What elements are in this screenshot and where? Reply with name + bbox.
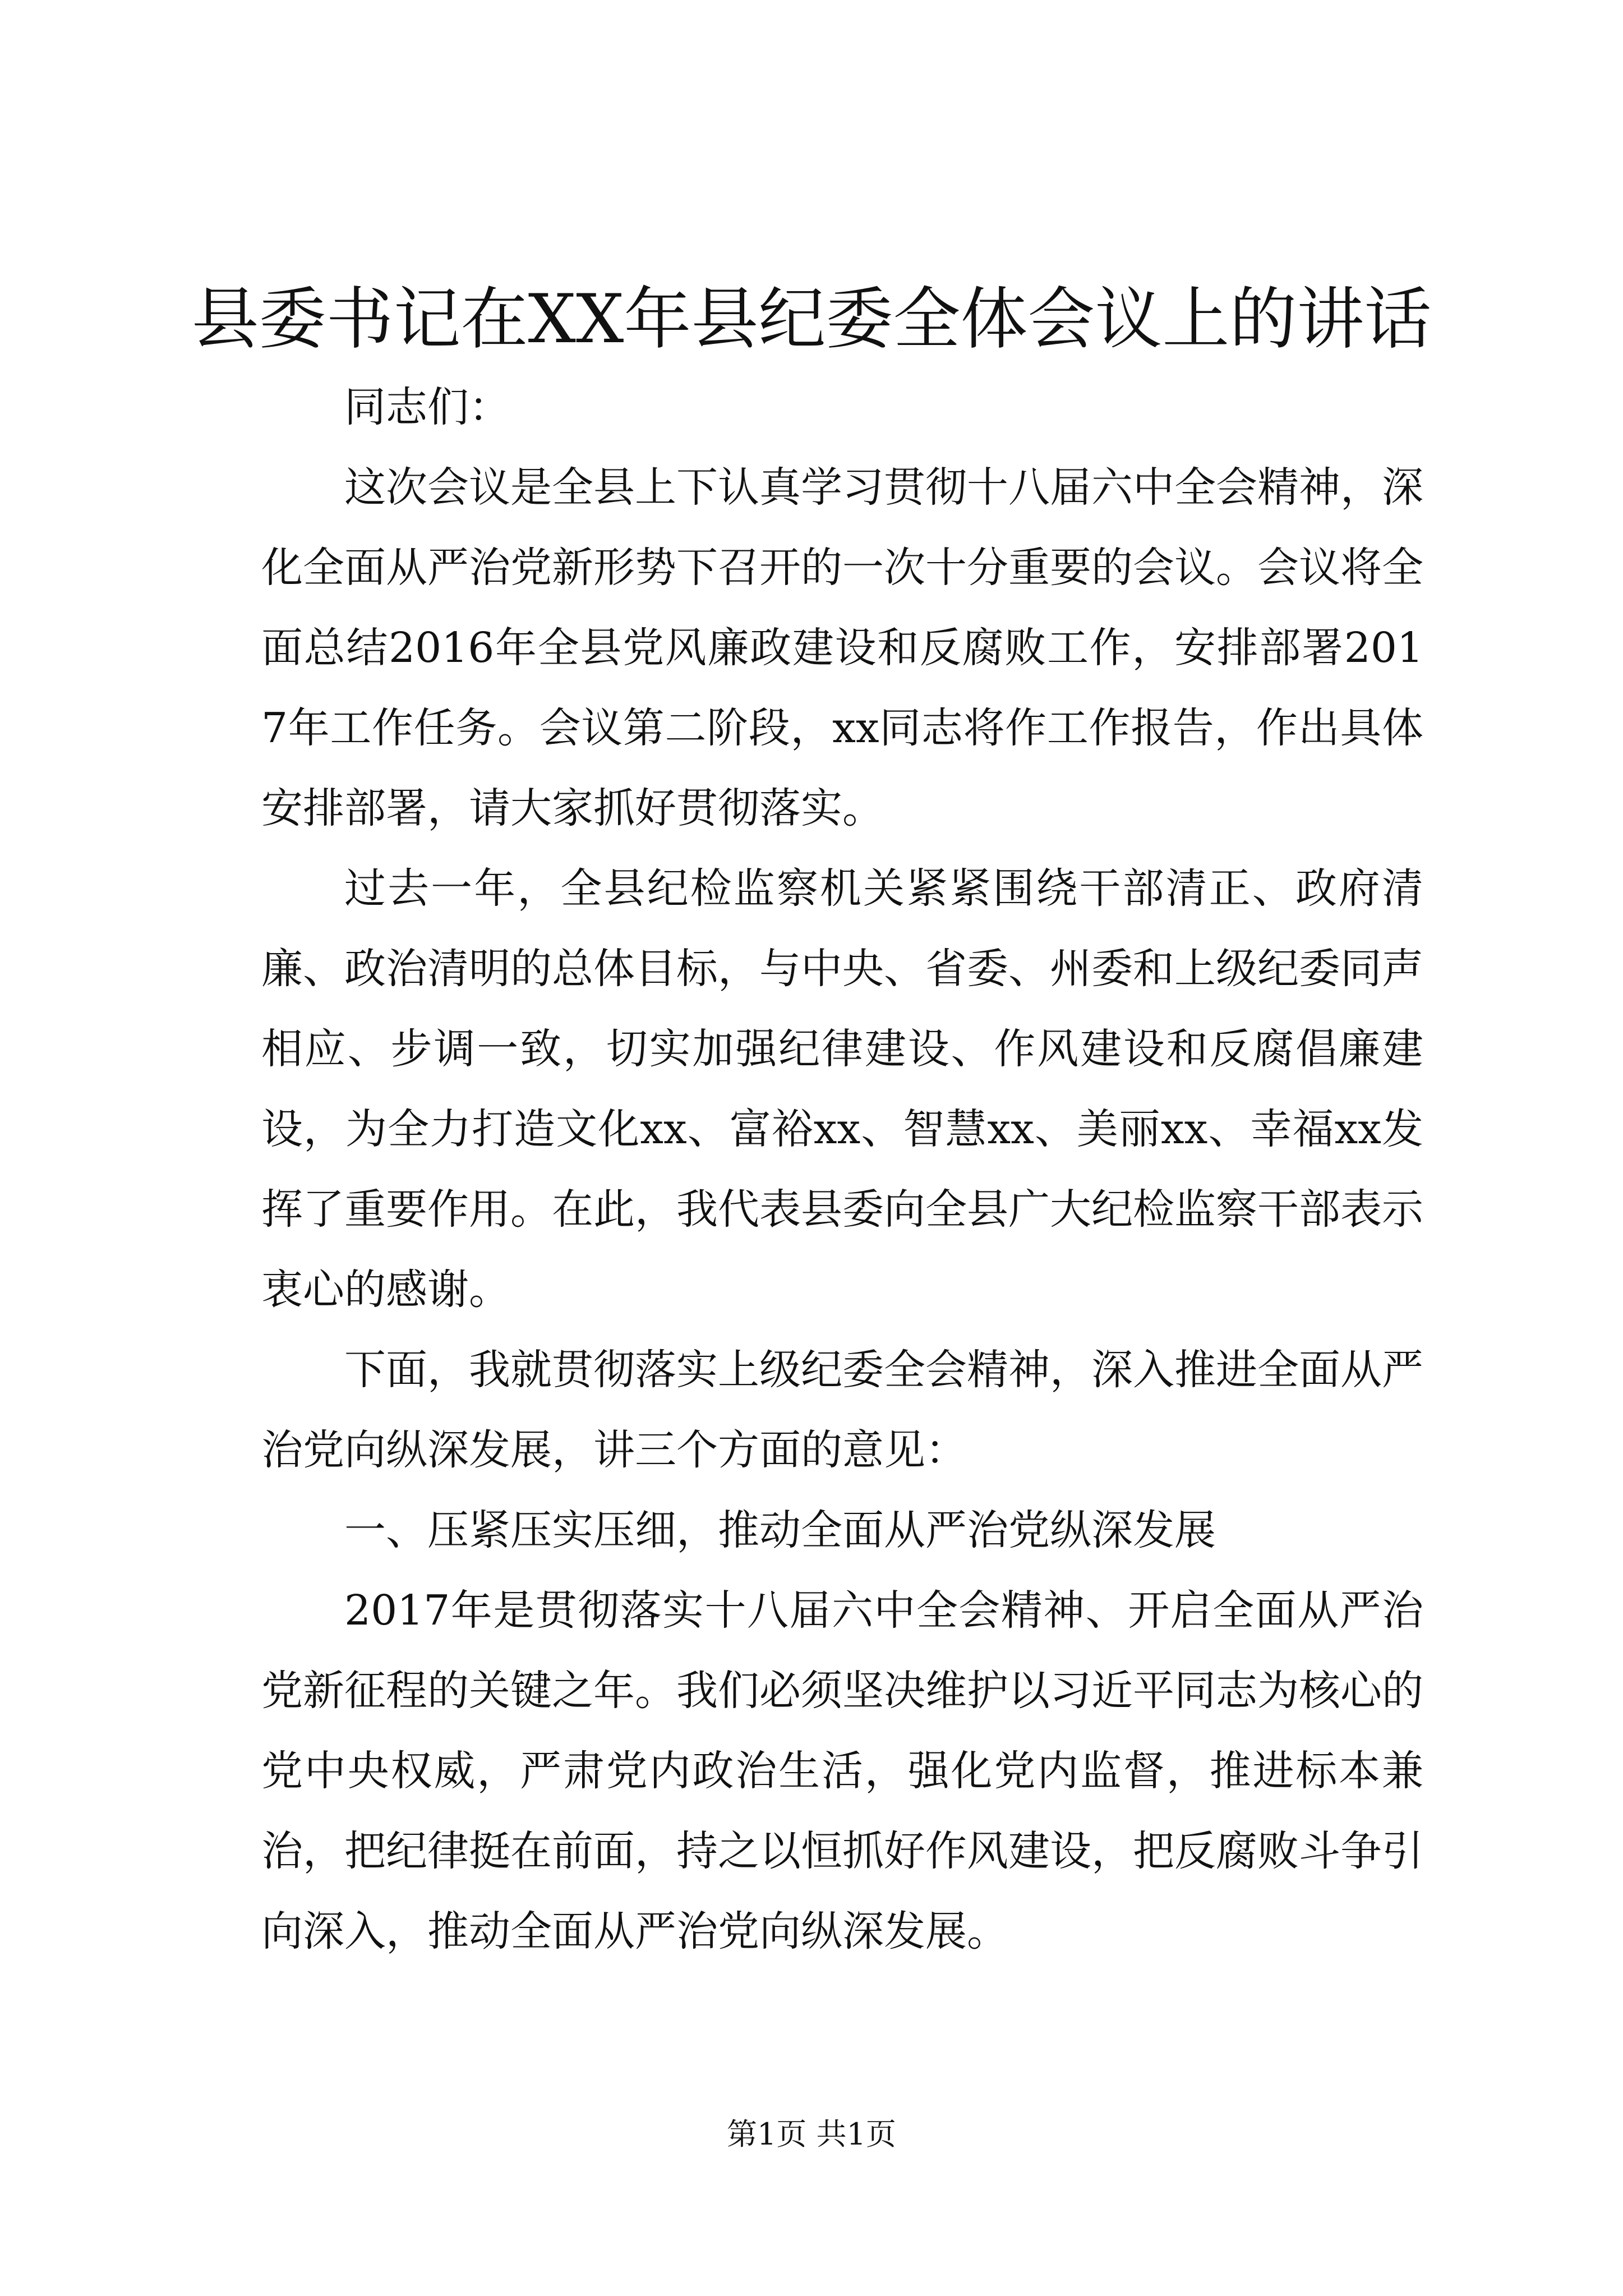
document-body	[261, 367, 1423, 1972]
paragraph-4: 2017年是贯彻落实十八届六中全会精神、开启全面从严治党新征程的关键之年。我们必须坚决维护以习近平同志为核心的党中央权威，严肃党内政治生活，强化党内监督，推进标本兼治，把纪律挺在前面，持之以恒抓好作风建设，把反腐败斗争引向深入，推动全面从严治党向纵深发展。	[261, 1586, 1423, 1955]
page-footer: 第1页 共1页	[727, 2116, 896, 2152]
salutation: 同志们：	[344, 383, 510, 431]
section-heading-1: 一、压紧压实压细，推动全面从严治党纵深发展	[344, 1506, 1216, 1554]
page-title: 县委书记在XX年县纪委全体会议上的讲话	[191, 280, 1432, 358]
paragraph-3: 下面，我就贯彻落实上级纪委全会精神，深入推进全面从严治党向纵深发展，讲三个方面的意见：	[261, 1346, 1423, 1474]
paragraph-1: 这次会议是全县上下认真学习贯彻十八届六中全会精神，深化全面从严治党新形势下召开的一次十分重要的会议。会议将全面总结2016年全县党风廉政建设和反腐败工作，安排部署2017年工作任务。会议第二阶段，xx同志将作工作报告，作出具体安排部署，请大家抓好贯彻落实。	[261, 463, 1423, 832]
paragraph-2: 过去一年，全县纪检监察机关紧紧围绕干部清正、政府清廉、政治清明的总体目标，与中央、省委、州委和上级纪委同声相应、步调一致，切实加强纪律建设、作风建设和反腐倡廉建设，为全力打造文化xx、富裕xx、智慧xx、美丽xx、幸福xx发挥了重要作用。在此，我代表县委向全县广大纪检监察干部表示衷心的感谢。	[261, 864, 1423, 1314]
